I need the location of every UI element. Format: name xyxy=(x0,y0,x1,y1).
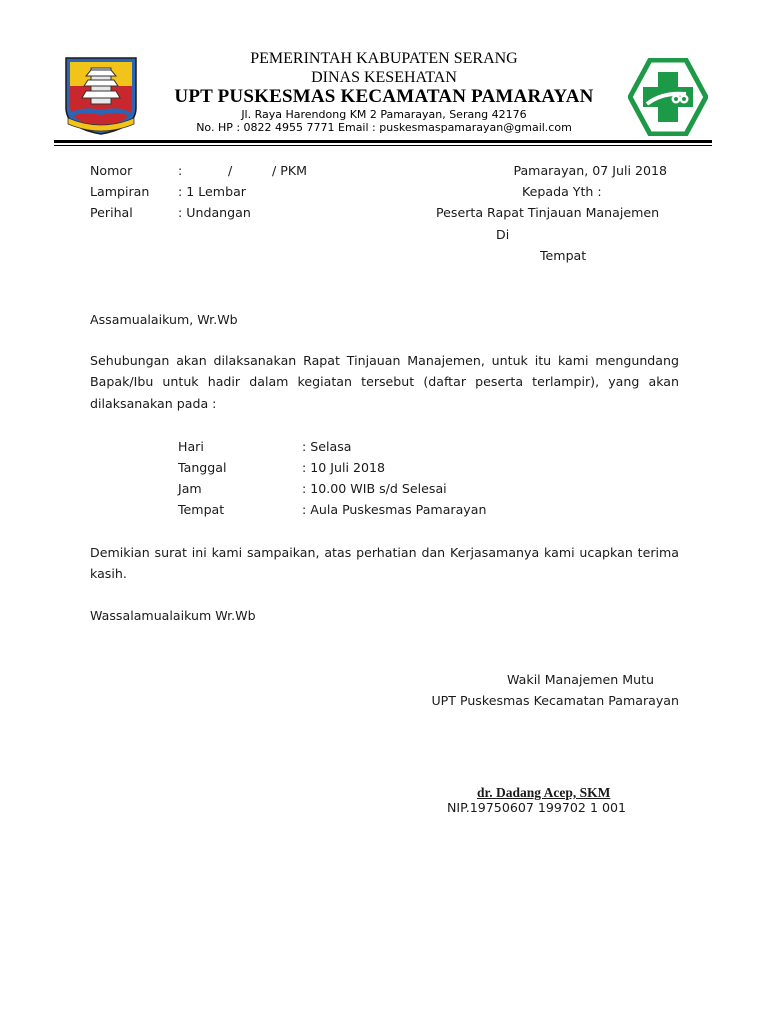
detail-label-hari: Hari xyxy=(178,439,204,454)
signatory-name: dr. Dadang Acep, SKM xyxy=(477,785,611,800)
lampiran-label: Lampiran xyxy=(90,184,150,199)
government-name: PEMERINTAH KABUPATEN SERANG xyxy=(250,50,518,67)
contact-line: No. HP : 0822 4955 7771 Email : puskesmaspamarayan@gmail.com xyxy=(196,121,572,134)
opening-paragraph: Sehubungan akan dilaksanakan Rapat Tinjauan Manajemen, untuk itu kami mengundang Bapak/Ibu untuk hadir dalam kegiatan tersebut (daftar peserta terlampir), yang akan dilaksanakan pada : xyxy=(90,353,679,411)
address-line: Jl. Raya Harendong KM 2 Pamarayan, Serang 42176 xyxy=(241,108,527,121)
nomor-colon: : xyxy=(178,163,183,178)
recipient-place: Tempat xyxy=(540,248,587,263)
detail-value-jam: : 10.00 WIB s/d Selesai xyxy=(302,481,447,496)
serang-regency-emblem xyxy=(64,56,138,136)
header-divider xyxy=(54,140,712,143)
signatory-title: Wakil Manajemen Mutu xyxy=(507,672,654,687)
puskesmas-logo xyxy=(628,58,708,136)
department-name: DINAS KESEHATAN xyxy=(311,69,457,86)
kepada-label: Kepada Yth : xyxy=(522,184,602,199)
nomor-label: Nomor xyxy=(90,163,133,178)
detail-label-jam: Jam xyxy=(178,481,202,496)
perihal-value: : Undangan xyxy=(178,205,251,220)
recipient: Peserta Rapat Tinjauan Manajemen xyxy=(436,205,660,220)
institution-name: UPT PUSKESMAS KECAMATAN PAMARAYAN xyxy=(174,86,594,107)
detail-label-tempat: Tempat xyxy=(178,502,225,517)
letter-date: Pamarayan, 07 Juli 2018 xyxy=(513,163,667,178)
closing-greeting: Wassalamualaikum Wr.Wb xyxy=(90,608,256,623)
detail-value-hari: : Selasa xyxy=(302,439,352,454)
signatory-nip: NIP.19750607 199702 1 001 xyxy=(447,800,627,815)
detail-label-tanggal: Tanggal xyxy=(178,460,227,475)
recipient-di: Di xyxy=(496,227,510,242)
detail-value-tanggal: : 10 Juli 2018 xyxy=(302,460,386,475)
header-divider-thin xyxy=(54,145,712,146)
signatory-institution: UPT Puskesmas Kecamatan Pamarayan xyxy=(431,693,679,708)
perihal-label: Perihal xyxy=(90,205,133,220)
greeting: Assamualaikum, Wr.Wb xyxy=(90,312,238,327)
nomor-slash: / xyxy=(228,163,233,178)
lampiran-value: : 1 Lembar xyxy=(178,184,246,199)
detail-value-tempat: : Aula Puskesmas Pamarayan xyxy=(302,502,487,517)
closing-paragraph: Demikian surat ini kami sampaikan, atas perhatian dan Kerjasamanya kami ucapkan terima kasih. xyxy=(90,545,679,582)
nomor-suffix: / PKM xyxy=(272,163,307,178)
